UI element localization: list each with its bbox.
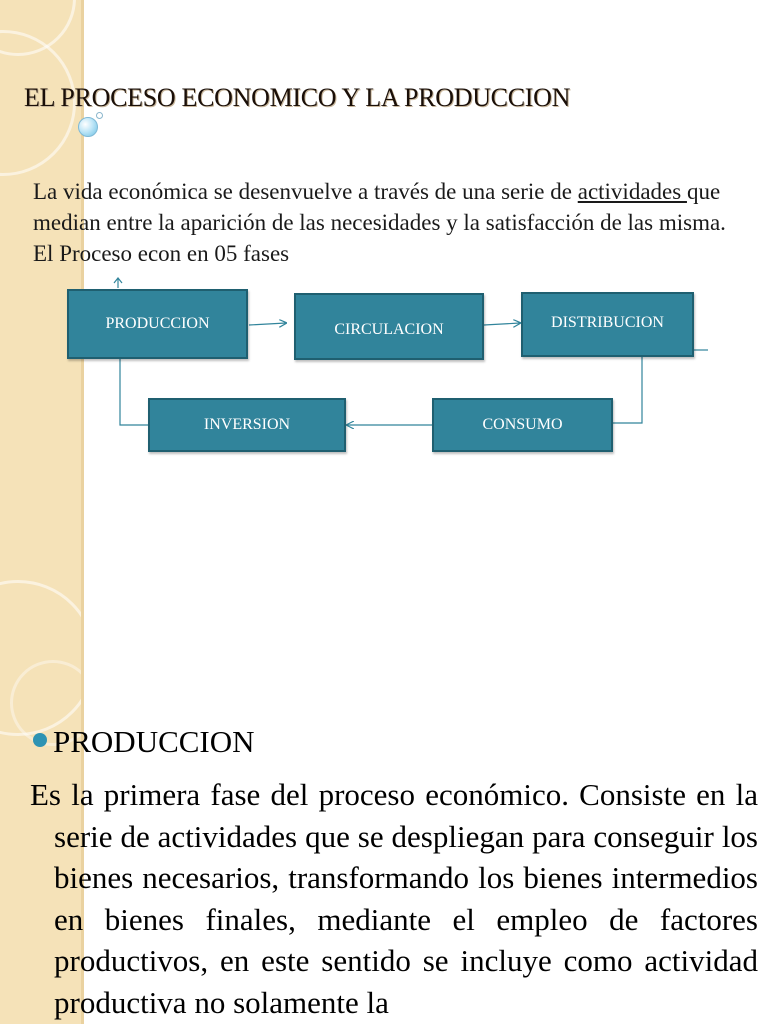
intro-rest: que median entre la aparición de las necesidades y la satisfacción de las misma. El Proceso econ en 05 fases	[33, 179, 726, 266]
arrow-produccion-circulacion	[249, 323, 286, 325]
slide-title: EL PROCESO ECONOMICO Y LA PRODUCCION	[24, 83, 571, 112]
box-inversion: INVERSION	[148, 398, 346, 452]
bullet-heading	[33, 724, 255, 760]
bullet-heading-text: PRODUCCION	[53, 724, 255, 759]
box-circulacion: CIRCULACION	[294, 293, 484, 360]
arrow-circulacion-distribucion	[484, 323, 520, 325]
box-distribucion: DISTRIBUCION	[521, 292, 694, 357]
connector-distribucion-consumo	[613, 357, 642, 423]
connector-inversion-produccion	[120, 359, 148, 425]
body-paragraph: Es la primera fase del proceso económico. Consiste en la serie de actividades que se despliegan para conseguir los bienes necesarios, transformando los bienes intermedios en bienes finales, mediante el empleo de factores productivos, en este sentido se incluye como actividad productiva no solamente la	[30, 777, 758, 1020]
box-consumo: CONSUMO	[432, 398, 613, 452]
intro-underlined-word: actividades	[577, 179, 687, 204]
intro-line-1: La vida económica se desenvuelve a través de una serie de	[33, 179, 572, 204]
process-flow-connectors	[0, 0, 768, 480]
box-produccion: PRODUCCION	[67, 289, 248, 359]
